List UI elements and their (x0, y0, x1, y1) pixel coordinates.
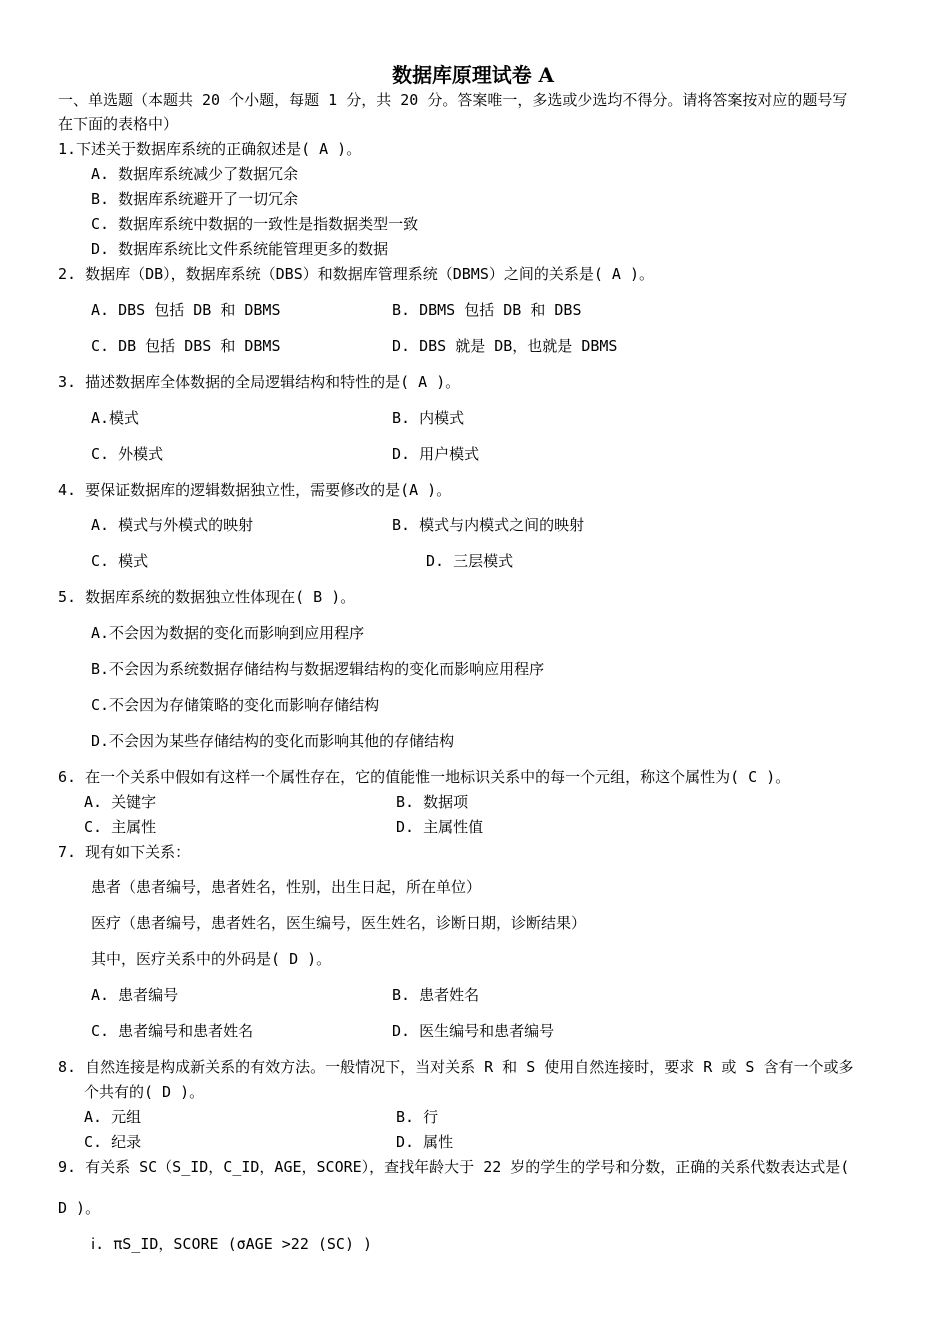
question-3-option-d: D. 用户模式 (392, 445, 480, 463)
question-9-stem-line-2: D )。 (58, 1199, 101, 1217)
question-8-option-a: A. 元组 (84, 1108, 142, 1126)
question-7-relation-patient: 患者（患者编号，患者姓名，性别，出生日起，所在单位） (91, 878, 482, 896)
question-7-option-b: B. 患者姓名 (392, 986, 480, 1004)
question-1-stem: 1.下述关于数据库系统的正确叙述是( A )。 (58, 140, 362, 158)
question-1-option-c: C. 数据库系统中数据的一致性是指数据类型一致 (91, 215, 419, 233)
question-3-option-b: B. 内模式 (392, 409, 465, 427)
instructions-line-2: 在下面的表格中） (58, 115, 179, 133)
question-7-relation-treatment: 医疗（患者编号，患者姓名，医生编号，医生姓名，诊断日期，诊断结果） (91, 914, 587, 932)
question-2-option-a: A. DBS 包括 DB 和 DBMS (91, 301, 281, 319)
page-title: 数据库原理试卷 A (392, 63, 555, 87)
question-4-stem: 4. 要保证数据库的逻辑数据独立性，需要修改的是(A )。 (58, 481, 452, 499)
question-8-option-b: B. 行 (396, 1108, 439, 1126)
question-1-option-a: A. 数据库系统减少了数据冗余 (91, 165, 299, 183)
question-5-option-b: B.不会因为系统数据存储结构与数据逻辑结构的变化而影响应用程序 (91, 660, 545, 678)
question-8-stem-line-2: 个共有的( D )。 (84, 1083, 205, 1101)
question-7-option-c: C. 患者编号和患者姓名 (91, 1022, 254, 1040)
question-1-option-d: D. 数据库系统比文件系统能管理更多的数据 (91, 240, 389, 258)
question-2-option-c: C. DB 包括 DBS 和 DBMS (91, 337, 281, 355)
question-2-option-b: B. DBMS 包括 DB 和 DBS (392, 301, 582, 319)
question-8-stem-line-1: 8. 自然连接是构成新关系的有效方法。一般情况下，当对关系 R 和 S 使用自然连接时，要求 R 或 S 含有一个或多 (58, 1058, 854, 1076)
question-2-stem: 2. 数据库（DB），数据库系统（DBS）和数据库管理系统（DBMS）之间的关系是( A )。 (58, 265, 655, 283)
question-9-stem-line-1: 9. 有关系 SC（S_ID，C_ID，AGE，SCORE），查找年龄大于 22 岁的学生的学号和分数，正确的关系代数表达式是( (58, 1158, 850, 1176)
question-3-option-c: C. 外模式 (91, 445, 164, 463)
question-3-stem: 3. 描述数据库全体数据的全局逻辑结构和特性的是( A )。 (58, 373, 461, 391)
question-7-option-d: D. 医生编号和患者编号 (392, 1022, 555, 1040)
question-3-option-a: A.模式 (91, 409, 140, 427)
question-5-option-d: D.不会因为某些存储结构的变化而影响其他的存储结构 (91, 732, 455, 750)
question-6-stem: 6. 在一个关系中假如有这样一个属性存在，它的值能惟一地标识关系中的每一个元组，称这个属性为( C )。 (58, 768, 791, 786)
question-6-option-d: D. 主属性值 (396, 818, 484, 836)
question-7-ask: 其中，医疗关系中的外码是( D )。 (91, 950, 332, 968)
question-2-option-d: D. DBS 就是 DB，也就是 DBMS (392, 337, 618, 355)
question-4-option-a: A. 模式与外模式的映射 (91, 516, 254, 534)
question-5-option-a: A.不会因为数据的变化而影响到应用程序 (91, 624, 365, 642)
question-1-option-b: B. 数据库系统避开了一切冗余 (91, 190, 299, 208)
question-5-option-c: C.不会因为存储策略的变化而影响存储结构 (91, 696, 380, 714)
question-5-stem: 5. 数据库系统的数据独立性体现在( B )。 (58, 588, 356, 606)
question-7-option-a: A. 患者编号 (91, 986, 179, 1004)
question-8-option-d: D. 属性 (396, 1133, 454, 1151)
question-6-option-c: C. 主属性 (84, 818, 157, 836)
question-4-option-d: D. 三层模式 (426, 552, 514, 570)
question-6-option-a: A. 关键字 (84, 793, 157, 811)
question-9-option-1: ⅰ. πS_ID，SCORE (σAGE >22 (SC) ) (91, 1235, 373, 1253)
question-8-option-c: C. 纪录 (84, 1133, 142, 1151)
question-7-stem: 7. 现有如下关系： (58, 843, 191, 861)
question-4-option-b: B. 模式与内模式之间的映射 (392, 516, 585, 534)
instructions-line-1: 一、单选题（本题共 20 个小题，每题 1 分，共 20 分。答案唯一，多选或少选均不得分。请将答案按对应的题号写 (58, 91, 848, 109)
question-4-option-c: C. 模式 (91, 552, 149, 570)
question-6-option-b: B. 数据项 (396, 793, 469, 811)
